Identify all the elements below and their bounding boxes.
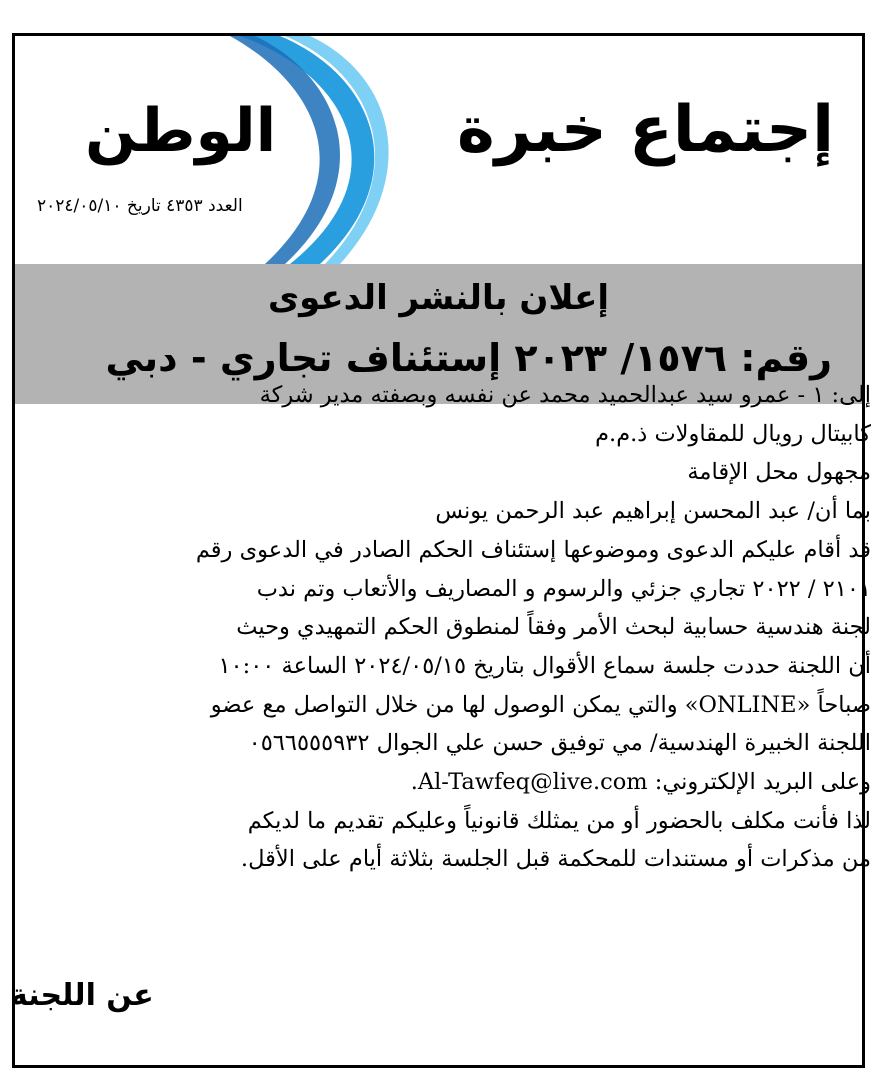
notice-body <box>8 376 871 879</box>
body-line: لجنة هندسية حسابية لبحث الأمر وفقاً لمنطوق الحكم التمهيدي وحيث <box>236 614 871 641</box>
notice-header <box>15 36 862 264</box>
notice-title: إجتماع خبرة <box>457 93 834 167</box>
body-line: إلى: ١ - عمرو سيد عبدالحميد محمد عن نفسه وبصفته مدير شركة <box>259 382 871 408</box>
announcement-heading: إعلان بالنشر الدعوى <box>267 278 610 318</box>
body-line: كابيتال رويال للمقاولات ذ.م.م <box>595 420 871 447</box>
body-line: أن اللجنة حددت جلسة سماع الأقوال بتاريخ ٢٠٢٤/٠٥/١٥ الساعة ١٠:٠٠ <box>218 652 871 679</box>
body-line: مجهول محل الإقامة <box>687 459 871 486</box>
issue-info: العدد ٤٣٥٣ تاريخ ٢٠٢٤/٠٥/١٠ <box>37 196 243 216</box>
committee-signature: عن اللجنة <box>10 978 154 1013</box>
body-line: بما أن/ عبد المحسن إبراهيم عبد الرحمن يونس <box>435 498 871 525</box>
body-line: اللجنة الخبيرة الهندسية/ مي توفيق حسن علي الجوال ٠٥٦٦٥٥٥٩٣٢ <box>248 730 871 757</box>
body-line: ٢١٠١ / ٢٠٢٢ تجاري جزئي والرسوم و المصاريف والأتعاب وتم ندب <box>256 575 871 602</box>
body-line: وعلى البريد الإلكتروني: Al-Tawfeq@live.com. <box>410 769 871 796</box>
body-line: لذا فأنت مكلف بالحضور أو من يمثلك قانونياً وعليكم تقديم ما لديكم <box>247 807 871 834</box>
body-line: صباحاً «ONLINE» والتي يمكن الوصول لها من خلال التواصل مع عضو <box>210 691 871 718</box>
body-line: قد أقام عليكم الدعوى وموضوعها إستئناف الحكم الصادر في الدعوى رقم <box>195 536 871 563</box>
body-line: من مذكرات أو مستندات للمحكمة قبل الجلسة بثلاثة أيام على الأقل. <box>240 846 871 873</box>
case-number: رقم: ١٥٧٦/ ٢٠٢٣ إستئناف تجاري - دبي <box>105 336 832 380</box>
newspaper-logo: الوطن <box>85 96 277 166</box>
